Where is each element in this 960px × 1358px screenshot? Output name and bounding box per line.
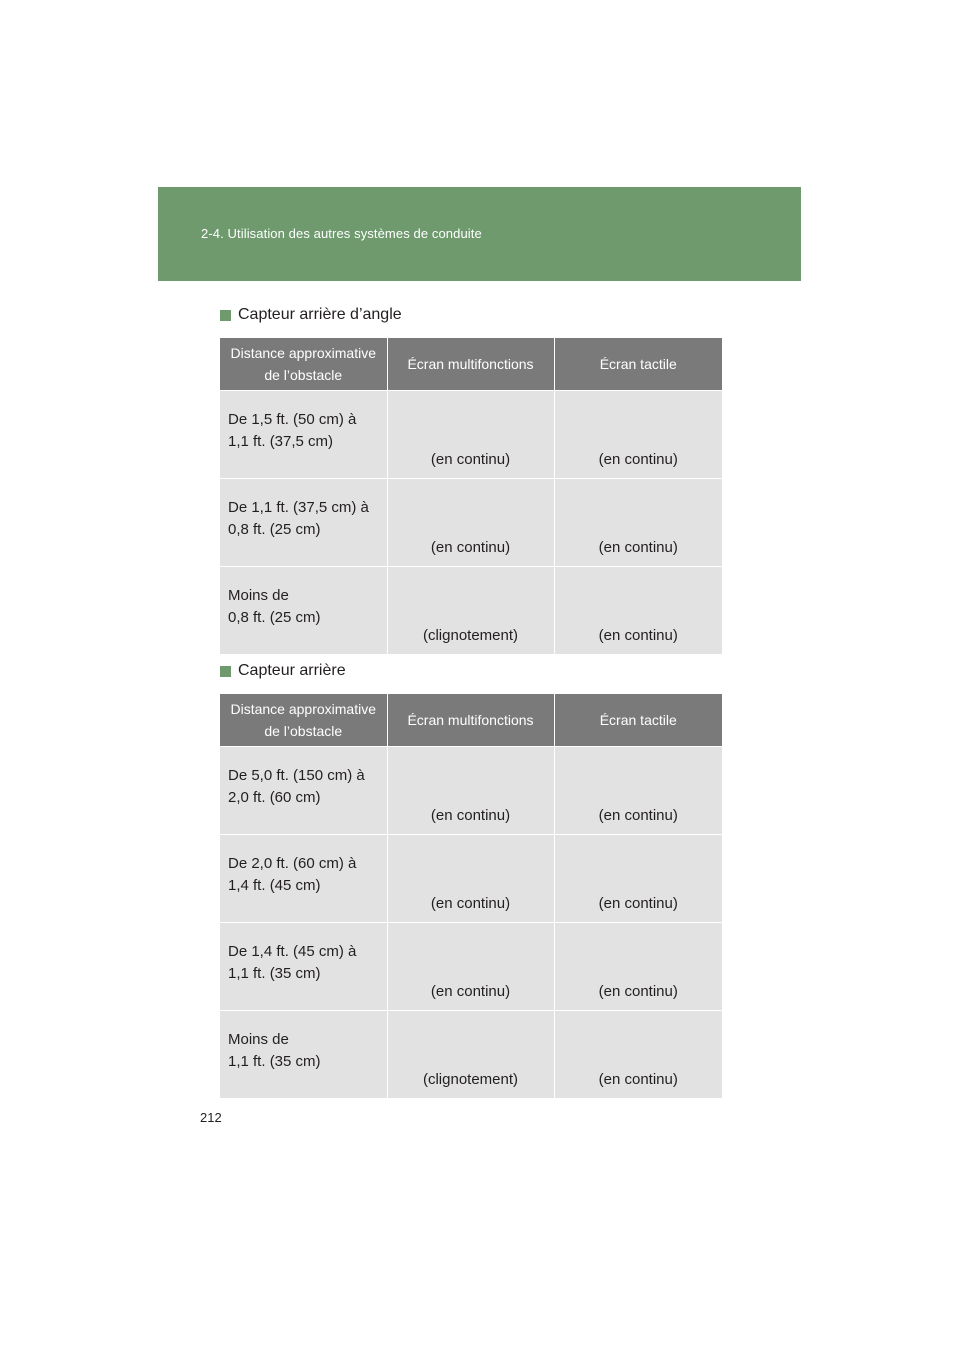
touch-screen-text: (en continu) (598, 627, 678, 644)
distance-text: De 1,1 ft. (37,5 cm) à 0,8 ft. (25 cm) (228, 499, 369, 538)
column-header-touch-screen: Écran tactile (554, 338, 722, 391)
touch-screen-text: (en continu) (598, 451, 678, 468)
distance-cell (220, 391, 387, 479)
distance-text: De 1,5 ft. (50 cm) à 1,1 ft. (37,5 cm) (228, 411, 357, 450)
table-row (220, 391, 722, 479)
square-bullet-icon (220, 310, 231, 321)
multi-display-text: (en continu) (430, 983, 511, 1000)
table-row (220, 835, 722, 923)
touch-screen-cell (554, 391, 722, 479)
touch-screen-text: (en continu) (598, 895, 678, 912)
section-title: Capteur arrière (238, 662, 346, 679)
multi-display-cell (387, 391, 554, 479)
table-header-row (220, 338, 722, 391)
touch-screen-cell (554, 479, 722, 567)
column-header-multi-display: Écran multifonctions (387, 338, 554, 391)
multi-display-text: (clignotement) (422, 1071, 519, 1088)
touch-screen-cell (554, 747, 722, 835)
multi-display-cell (387, 1011, 554, 1099)
distance-text: De 2,0 ft. (60 cm) à 1,4 ft. (45 cm) (228, 855, 357, 894)
table-row (220, 747, 722, 835)
multi-display-text: (clignotement) (422, 627, 519, 644)
touch-screen-cell (554, 835, 722, 923)
distance-cell (220, 835, 387, 923)
column-header-multi-display: Écran multifonctions (387, 694, 554, 747)
corner-sensor-table (220, 338, 722, 654)
table-row (220, 567, 722, 655)
multi-display-text: (en continu) (430, 539, 511, 556)
page-number: 212 (200, 1110, 222, 1125)
table-row (220, 479, 722, 567)
touch-screen-cell (554, 1011, 722, 1099)
multi-display-text: (en continu) (430, 895, 511, 912)
table-row (220, 923, 722, 1011)
table-row (220, 1011, 722, 1099)
touch-screen-text: (en continu) (598, 807, 678, 824)
distance-cell (220, 479, 387, 567)
multi-display-cell (387, 923, 554, 1011)
touch-screen-cell (554, 567, 722, 655)
distance-text: De 5,0 ft. (150 cm) à 2,0 ft. (60 cm) (228, 767, 365, 806)
multi-display-text: (en continu) (430, 807, 511, 824)
distance-text: Moins de 1,1 ft. (35 cm) (228, 1031, 321, 1070)
breadcrumb: 2-4. Utilisation des autres systèmes de conduite (201, 226, 482, 241)
touch-screen-text: (en continu) (598, 983, 678, 1000)
distance-cell (220, 1011, 387, 1099)
distance-cell (220, 747, 387, 835)
header-band (158, 187, 801, 281)
touch-screen-text: (en continu) (598, 1071, 678, 1088)
multi-display-cell (387, 479, 554, 567)
column-header-distance: Distance approximative de l’obstacle (220, 338, 387, 391)
distance-cell (220, 923, 387, 1011)
section-title: Capteur arrière d’angle (238, 306, 402, 323)
column-header-touch-screen: Écran tactile (554, 694, 722, 747)
section-heading-corner-sensor (220, 306, 402, 324)
distance-text: De 1,4 ft. (45 cm) à 1,1 ft. (35 cm) (228, 943, 357, 982)
section-heading-rear-sensor (220, 662, 346, 680)
touch-screen-cell (554, 923, 722, 1011)
distance-text: Moins de 0,8 ft. (25 cm) (228, 587, 321, 626)
touch-screen-text: (en continu) (598, 539, 678, 556)
distance-cell (220, 567, 387, 655)
multi-display-cell (387, 747, 554, 835)
column-header-distance: Distance approximative de l’obstacle (220, 694, 387, 747)
table-header-row (220, 694, 722, 747)
multi-display-cell (387, 567, 554, 655)
multi-display-text: (en continu) (430, 451, 511, 468)
square-bullet-icon (220, 666, 231, 677)
multi-display-cell (387, 835, 554, 923)
rear-sensor-table (220, 694, 722, 1098)
